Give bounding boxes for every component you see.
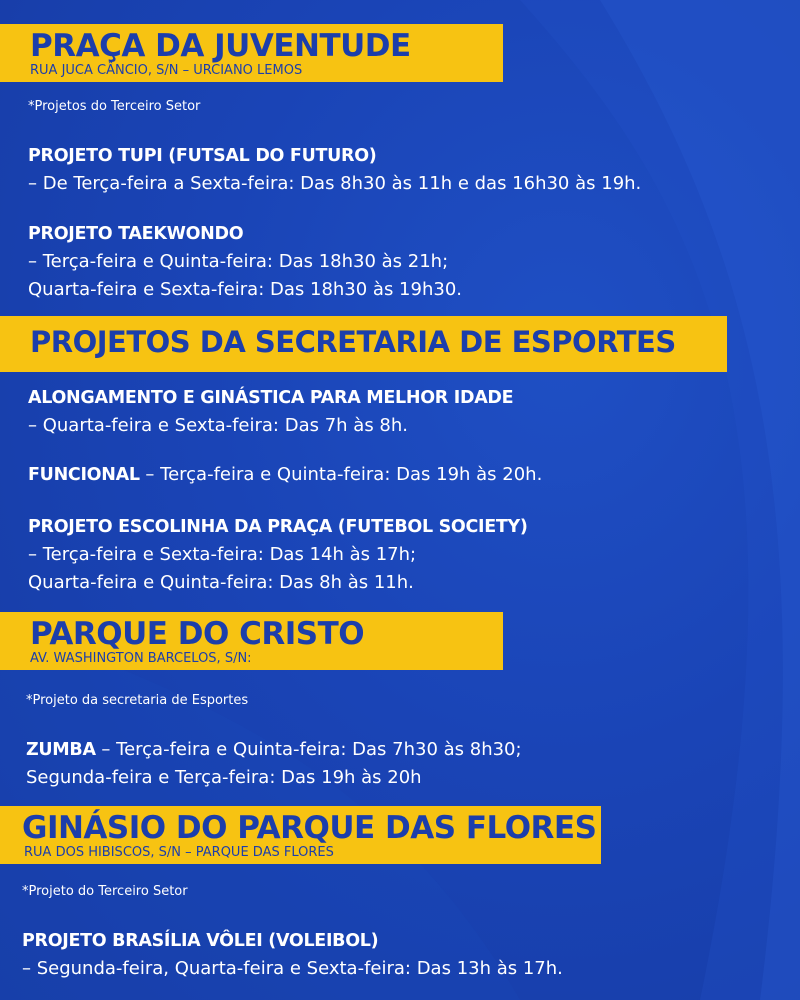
banner-ginasio — [0, 806, 601, 864]
section-address: RUA DOS HIBISCOS, S/N – PARQUE DAS FLORES — [24, 845, 334, 860]
project-name: PROJETO TUPI (FUTSAL DO FUTURO) — [28, 146, 377, 166]
project-schedule: – Quarta-feira e Sexta-feira: Das 7h às 8h. — [28, 415, 409, 436]
project-schedule: – Terça-feira e Sexta-feira: Das 14h às 17h; — [28, 544, 417, 565]
project-name: PROJETO TAEKWONDO — [28, 224, 244, 244]
project-schedule: – De Terça-feira a Sexta-feira: Das 8h30 às 11h e das 16h30 às 19h. — [28, 173, 642, 194]
project-name: PROJETO ESCOLINHA DA PRAÇA (FUTEBOL SOCIETY) — [28, 517, 528, 537]
section-note: *Projeto da secretaria de Esportes — [26, 693, 249, 708]
project-block — [22, 927, 563, 983]
banner-praca — [0, 24, 503, 82]
project-block — [28, 513, 528, 597]
banner-cristo — [0, 612, 503, 670]
section-note: *Projeto do Terceiro Setor — [22, 884, 188, 899]
project-block — [26, 736, 522, 792]
project-block — [28, 220, 462, 304]
project-schedule: – Terça-feira e Quinta-feira: Das 19h às 20h. — [139, 464, 543, 485]
project-schedule: – Terça-feira e Quinta-feira: Das 7h30 às 8h30; — [95, 739, 522, 760]
project-name: PROJETO BRASÍLIA VÔLEI (VOLEIBOL) — [22, 931, 379, 951]
project-block — [28, 461, 542, 489]
section-title: PROJETOS DA SECRETARIA DE ESPORTES — [30, 325, 676, 359]
project-name: ALONGAMENTO E GINÁSTICA PARA MELHOR IDADE — [28, 388, 514, 408]
section-note: *Projetos do Terceiro Setor — [28, 99, 201, 114]
section-address: AV. WASHINGTON BARCELOS, S/N: — [30, 651, 252, 666]
project-schedule: Quarta-feira e Sexta-feira: Das 18h30 às 19h30. — [28, 279, 462, 300]
section-address: RUA JUCA CÂNCIO, S/N – URCIANO LEMOS — [30, 63, 303, 78]
project-schedule: – Terça-feira e Quinta-feira: Das 18h30 às 21h; — [28, 251, 449, 272]
section-title: GINÁSIO DO PARQUE DAS FLORES — [22, 810, 597, 846]
project-schedule: Quarta-feira e Quinta-feira: Das 8h às 11h. — [28, 572, 414, 593]
project-block — [28, 142, 641, 198]
project-schedule: Segunda-feira e Terça-feira: Das 19h às 20h — [26, 767, 422, 788]
project-name: ZUMBA — [26, 740, 96, 760]
banner-secretaria — [0, 316, 727, 372]
section-title: PRAÇA DA JUVENTUDE — [30, 28, 411, 64]
project-block — [28, 384, 513, 440]
project-name: FUNCIONAL — [28, 465, 140, 485]
project-schedule: – Segunda-feira, Quarta-feira e Sexta-feira: Das 13h às 17h. — [22, 958, 563, 979]
section-title: PARQUE DO CRISTO — [30, 616, 365, 652]
